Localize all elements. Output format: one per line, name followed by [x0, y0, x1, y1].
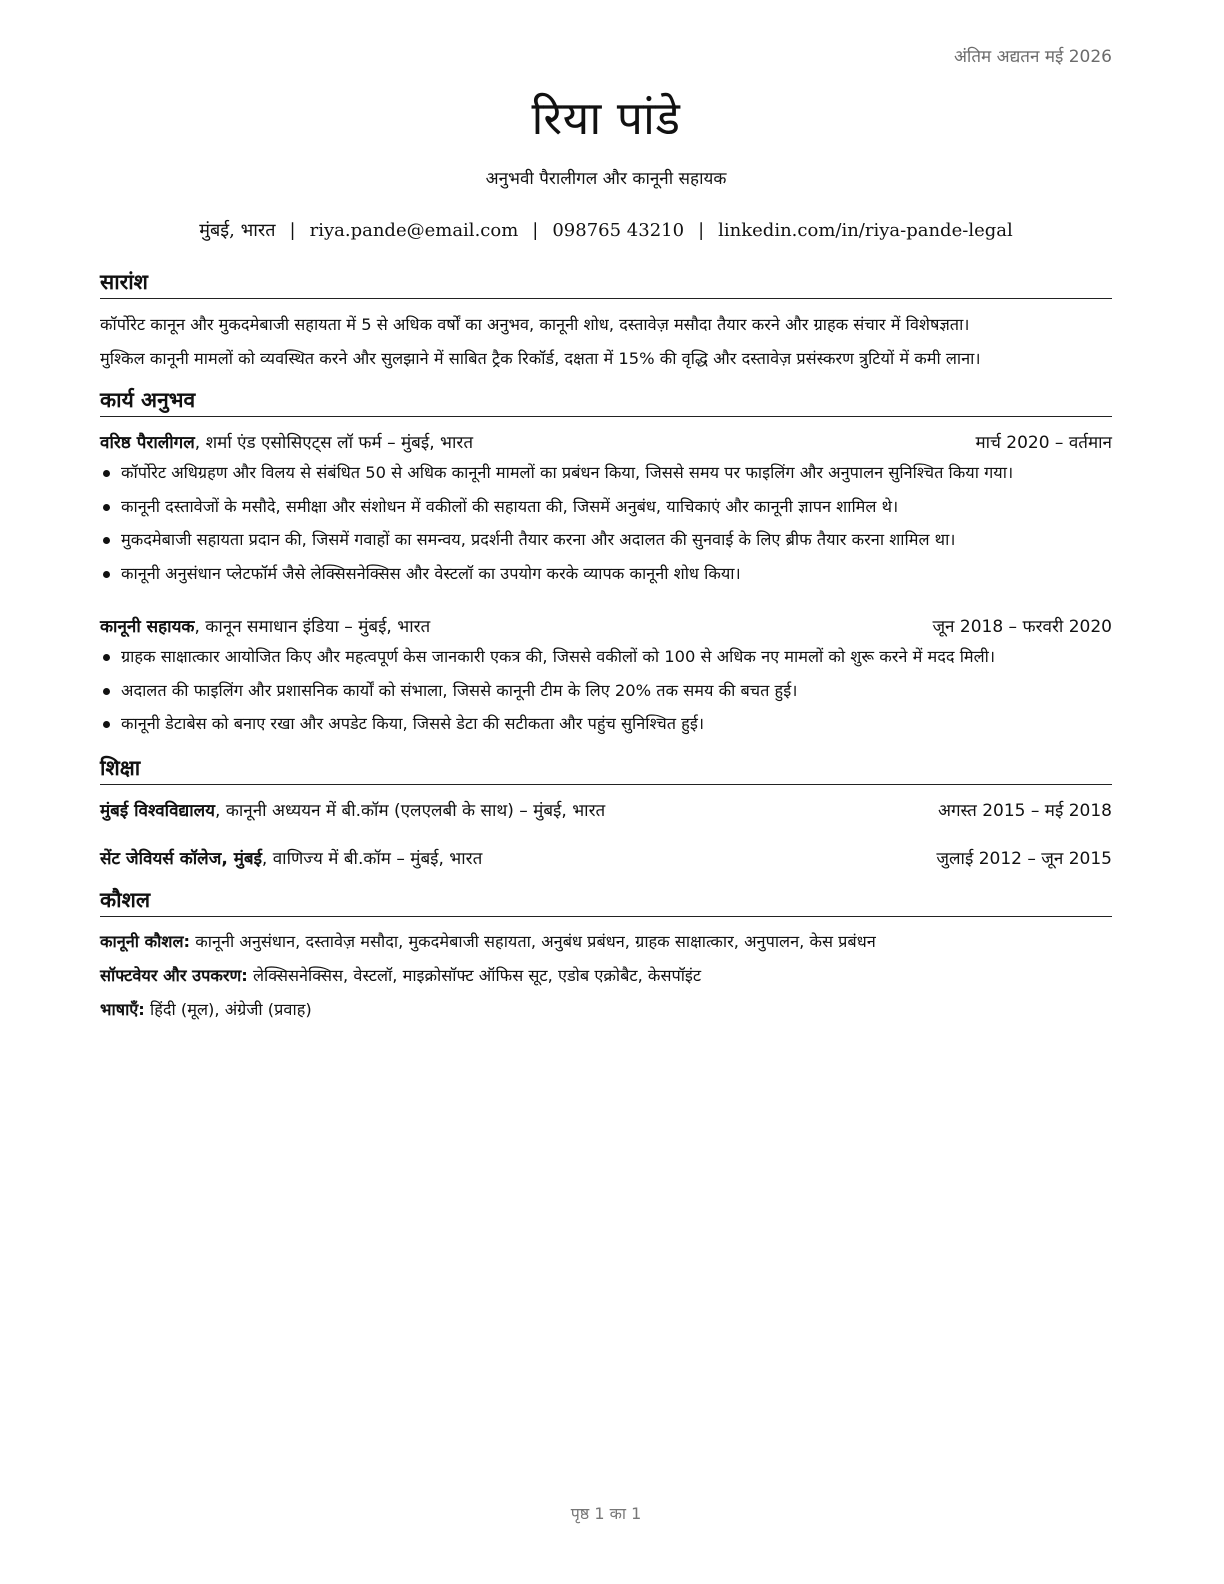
bullet-icon — [103, 537, 110, 544]
bullet-icon — [103, 571, 110, 578]
bullet-item — [100, 490, 1112, 524]
job-dates: जून 2018 – फरवरी 2020 — [932, 617, 1112, 637]
job-title-line — [100, 430, 473, 453]
bullet-text: कानूनी डेटाबेस को बनाए रखा और अपडेट किया, जिससे डेटा की सटीकता और पहुंच सुनिश्चित हुई। — [121, 714, 704, 733]
skill-value: कानूनी अनुसंधान, दस्तावेज़ मसौदा, मुकदमेबाजी सहायता, अनुबंध प्रबंधन, ग्राहक साक्षात्कार, अनुपालन, केस प्रबंधन — [190, 932, 876, 951]
education-item — [100, 846, 1112, 869]
bullet-text: कानूनी दस्तावेजों के मसौदे, समीक्षा और संशोधन में वकीलों की सहायता की, जिसमें अनुबंध, याचिकाएं और कानूनी ज्ञापन शामिल थे। — [121, 496, 899, 516]
skill-label: कानूनी कौशल: — [100, 932, 191, 951]
job-title: वरिष्ठ पैरालीगल — [100, 433, 195, 453]
bullet-icon — [103, 688, 110, 695]
bullet-icon — [103, 470, 110, 477]
job-header — [100, 430, 1112, 453]
bullet-icon — [103, 721, 110, 728]
contact-separator: | — [532, 220, 539, 241]
section-heading-summary: सारांश — [100, 268, 1112, 299]
bullet-text: ग्राहक साक्षात्कार आयोजित किए और महत्वपूर्ण केस जानकारी एकत्र की, जिससे वकीलों को 100 से अधिक नए मामलों को शुरू करने में मदद मिली। — [121, 647, 996, 666]
contact-separator: | — [289, 220, 296, 241]
job-bullets — [100, 640, 1112, 741]
bullet-item — [100, 523, 1112, 557]
contact-separator: | — [698, 220, 705, 241]
skill-row — [100, 998, 1112, 1020]
education-dates: अगस्त 2015 – मई 2018 — [937, 801, 1112, 821]
degree-detail: , कानूनी अध्ययन में बी.कॉम (एलएलबी के साथ) – मुंबई, भारत — [215, 801, 606, 821]
contact-location: मुंबई, भारत — [199, 220, 276, 241]
education-dates: जुलाई 2012 – जून 2015 — [936, 849, 1112, 869]
summary-text — [100, 308, 1112, 376]
degree-detail: , वाणिज्य में बी.कॉम – मुंबई, भारत — [261, 849, 483, 869]
skill-row — [100, 930, 1112, 952]
school-name: सेंट जेवियर्स कॉलेज, मुंबई — [100, 849, 262, 869]
education-item — [100, 798, 1112, 821]
bullet-item — [100, 557, 1112, 591]
bullet-item — [100, 674, 1112, 708]
job-title: कानूनी सहायक — [100, 617, 195, 637]
summary-line: मुश्किल कानूनी मामलों को व्यवस्थित करने और सुलझाने में साबित ट्रैक रिकॉर्ड, दक्षता में 15% की वृद्धि और दस्तावेज़ प्रसंस्करण त्रुटियों में कमी लाना। — [100, 349, 981, 368]
job-bullets — [100, 456, 1112, 590]
contact-email[interactable]: riya.pande@email.com — [309, 220, 519, 241]
skill-label: भाषाएँ: — [100, 1000, 145, 1019]
bullet-item — [100, 640, 1112, 674]
job-dates: मार्च 2020 – वर्तमान — [975, 433, 1112, 453]
bullet-item — [100, 707, 1112, 741]
bullet-icon — [103, 654, 110, 661]
education-line — [100, 846, 482, 869]
summary-line: कॉर्पोरेट कानून और मुकदमेबाजी सहायता में 5 से अधिक वर्षों का अनुभव, कानूनी शोध, दस्तावेज़ मसौदा तैयार करने और ग्राहक संचार में विशेषज्ञता। — [100, 315, 970, 334]
skill-label: सॉफ्टवेयर और उपकरण: — [100, 966, 248, 985]
job-title-line — [100, 614, 430, 637]
school-name: मुंबई विश्वविद्यालय — [100, 801, 216, 821]
education-line — [100, 798, 605, 821]
bullet-item — [100, 456, 1112, 490]
skill-value: लेक्सिसनेक्सिस, वेस्टलॉ, माइक्रोसॉफ्ट ऑफिस सूट, एडोब एक्रोबैट, केसपॉइंट — [247, 966, 702, 985]
contact-linkedin[interactable]: linkedin.com/in/riya-pande-legal — [718, 220, 1013, 241]
bullet-text: अदालत की फाइलिंग और प्रशासनिक कार्यों को संभाला, जिससे कानूनी टीम के लिए 20% तक समय की बचत हुई। — [121, 680, 798, 700]
resume-page — [100, 0, 1112, 1584]
bullet-text: कानूनी अनुसंधान प्लेटफॉर्म जैसे लेक्सिसनेक्सिस और वेस्टलॉ का उपयोग करके व्यापक कानूनी शोध किया। — [121, 563, 741, 583]
bullet-text: कॉर्पोरेट अधिग्रहण और विलय से संबंधित 50 से अधिक कानूनी मामलों का प्रबंधन किया, जिससे समय पर फाइलिंग और अनुपालन सुनिश्चित किया गया। — [121, 463, 1014, 482]
skill-value: हिंदी (मूल), अंग्रेजी (प्रवाह) — [144, 1000, 312, 1019]
section-heading-education: शिक्षा — [100, 754, 1112, 785]
job-org: , कानून समाधान इंडिया – मुंबई, भारत — [194, 617, 431, 637]
skill-row — [100, 964, 1112, 986]
page-number: पृष्ठ 1 का 1 — [570, 1504, 642, 1523]
candidate-name: रिया पांडे — [531, 91, 681, 145]
bullet-icon — [103, 504, 110, 511]
last-updated: अंतिम अद्यतन मई 2026 — [953, 47, 1112, 67]
bullet-text: मुकदमेबाजी सहायता प्रदान की, जिसमें गवाहों का समन्वय, प्रदर्शनी तैयार करना और अदालत की सुनवाई के लिए ब्रीफ तैयार करना शामिल था। — [121, 530, 956, 549]
section-heading-skills: कौशल — [100, 886, 1112, 917]
job-header — [100, 614, 1112, 637]
tagline: अनुभवी पैरालीगल और कानूनी सहायक — [485, 169, 727, 189]
job-org: , शर्मा एंड एसोसिएट्स लॉ फर्म – मुंबई, भारत — [194, 433, 474, 453]
section-heading-experience: कार्य अनुभव — [100, 386, 1112, 417]
contact-line — [100, 218, 1112, 242]
contact-phone: 098765 43210 — [552, 220, 685, 241]
